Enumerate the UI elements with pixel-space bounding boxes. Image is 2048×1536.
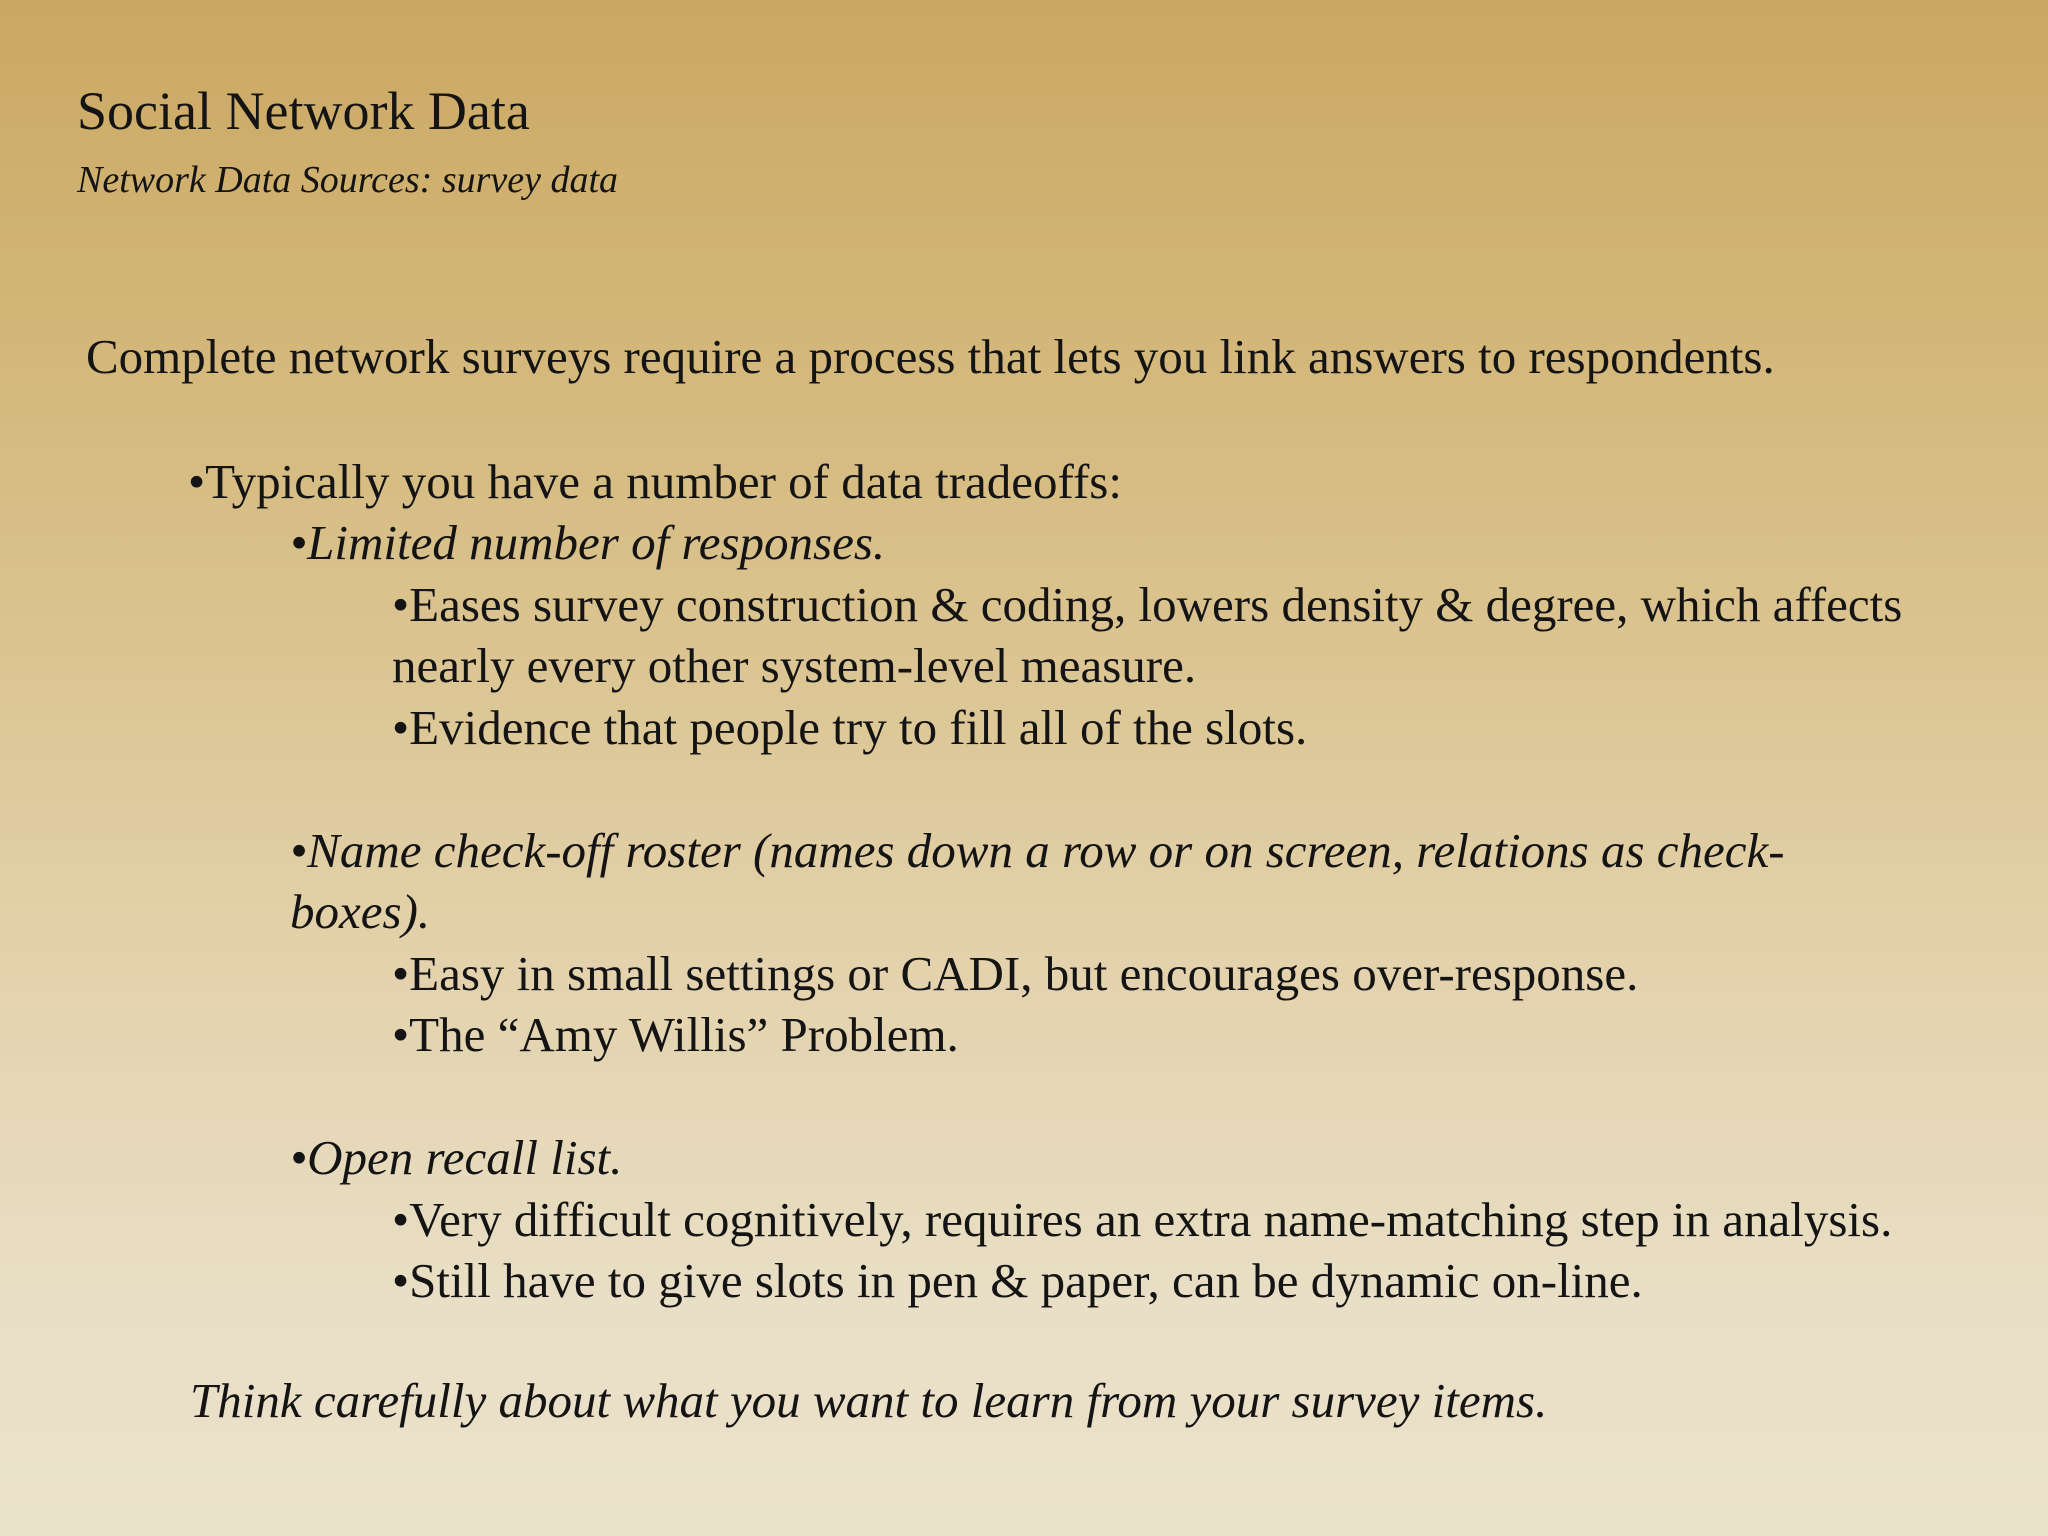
bullet-point: •Evidence that people try to fill all of the slots. xyxy=(392,700,1308,755)
slide-subtitle: Network Data Sources: survey data xyxy=(77,159,619,201)
bullet-point: •Eases survey construction & coding, lowers density & degree, which affects xyxy=(392,577,1903,632)
bullet-point: •Still have to give slots in pen & paper, can be dynamic on-line. xyxy=(392,1253,1643,1308)
bullet-point: •Easy in small settings or CADI, but encourages over-response. xyxy=(392,946,1639,1001)
section-heading-roster: •Name check-off roster (names down a row or on screen, relations as check- xyxy=(290,823,1785,878)
section-heading-recall: •Open recall list. xyxy=(290,1130,623,1185)
tradeoffs-heading: •Typically you have a number of data tradeoffs: xyxy=(188,454,1122,509)
closing-text: Think carefully about what you want to learn from your survey items. xyxy=(190,1373,1548,1428)
intro-text: Complete network surveys require a process that lets you link answers to respondents. xyxy=(86,329,1775,384)
bullet-point: •Very difficult cognitively, requires an extra name-matching step in analysis. xyxy=(392,1192,1893,1247)
slide-title: Social Network Data xyxy=(77,81,530,141)
bullet-point: •The “Amy Willis” Problem. xyxy=(392,1007,959,1062)
section-heading-roster-cont: boxes). xyxy=(290,884,431,939)
section-heading-limited: •Limited number of responses. xyxy=(290,515,886,570)
bullet-point: nearly every other system-level measure. xyxy=(392,638,1197,693)
